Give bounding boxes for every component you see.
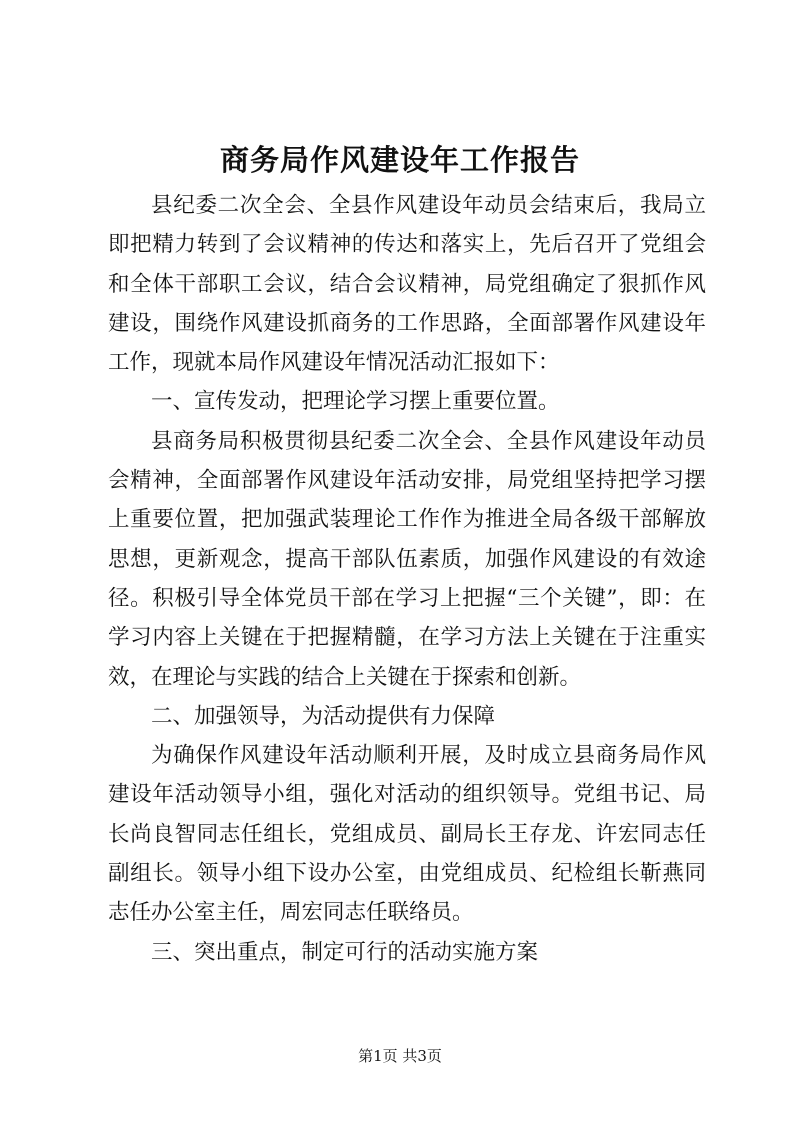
page-title: 商务局作风建设年工作报告 — [219, 143, 580, 177]
section-heading-2: 二、加强领导，为活动提供有力保障 — [151, 703, 496, 729]
section-2-paragraph: 为确保作风建设年活动顺利开展，及时成立县商务局作风建设年活动领导小组，强化对活动的组织领导。党组书记、局长尚良智同志任组长，党组成员、副局长王存龙、许宏同志任副组长。领导小组下设办公室，由党组成员、纪检组长靳燕同志任办公室主任，周宏同志任联络员。 — [108, 743, 706, 926]
intro-paragraph: 县纪委二次全会、全县作风建设年动员会结束后，我局立即把精力转到了会议精神的传达和落实上，先后召开了党组会和全体干部职工会议，结合会议精神，局党组确定了狠抓作风建设，围绕作风建设抓商务的工作思路，全面部署作风建设年工作，现就本局作风建设年情况活动汇报如下： — [108, 193, 706, 376]
page-footer: 第1页 共3页 — [358, 1047, 442, 1065]
section-heading-1: 一、宣传发动，把理论学习摆上重要位置。 — [151, 389, 560, 415]
document-body — [108, 186, 706, 972]
section-heading-3: 三、突出重点，制定可行的活动实施方案 — [151, 939, 539, 965]
section-1-paragraph: 县商务局积极贯彻县纪委二次全会、全县作风建设年动员会精神，全面部署作风建设年活动安排，局党组坚持把学习摆上重要位置，把加强武装理论工作作为推进全局各级干部解放思想，更新观念，提高干部队伍素质，加强作风建设的有效途径。积极引导全体党员干部在学习上把握“三个关键”，即：在学习内容上关键在于把握精髓，在学习方法上关键在于注重实效，在理论与实践的结合上关键在于探索和创新。 — [108, 428, 706, 690]
